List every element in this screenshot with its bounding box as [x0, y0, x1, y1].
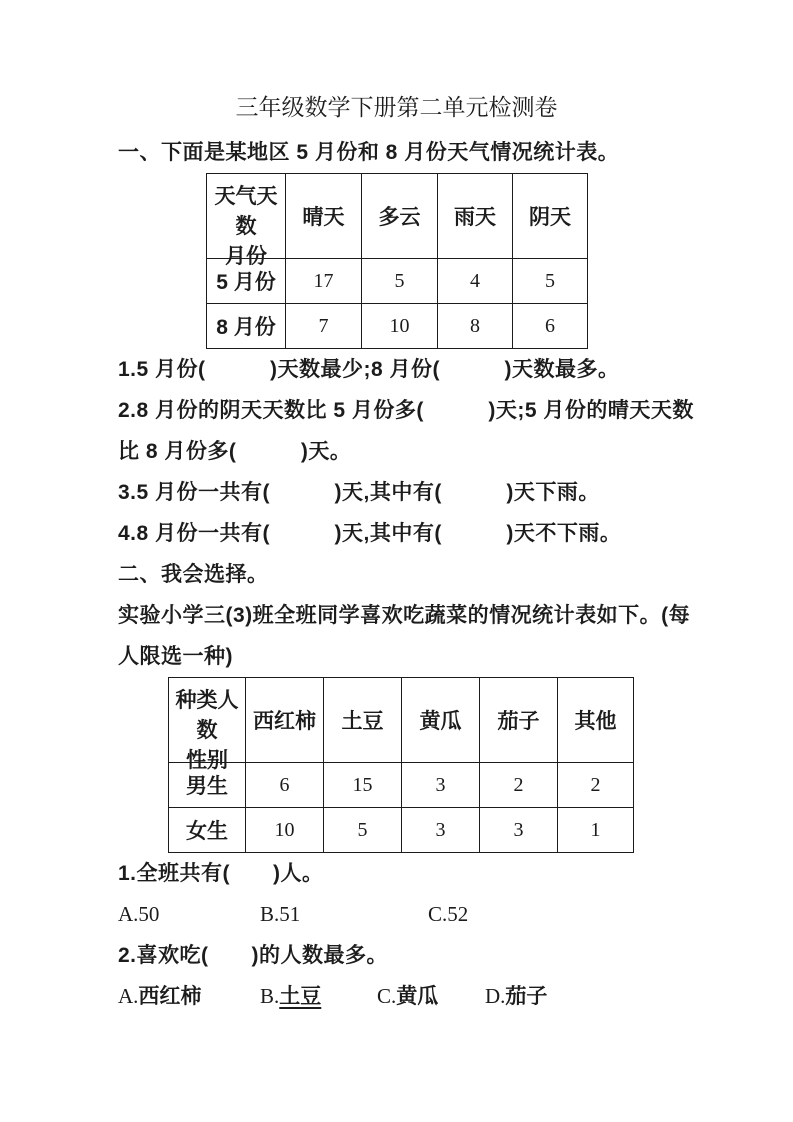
option-value: 茄子	[505, 985, 548, 1008]
option-value: 52	[447, 902, 469, 926]
option-value: 土豆	[279, 985, 322, 1008]
choice-question-1: 1.全班共有( )人。	[118, 862, 324, 885]
table-cell: 6	[246, 763, 324, 808]
corner-bottom-label: 性别	[186, 749, 228, 772]
choice-question-2: 2.喜欢吃( )的人数最多。	[118, 944, 388, 967]
table-cell: 2	[480, 763, 558, 808]
column-header-eggplant: 茄子	[480, 678, 558, 763]
row-label-august: 8 月份	[207, 304, 286, 349]
weather-table	[206, 173, 588, 349]
choice-question-2-options	[118, 976, 694, 1017]
corner-top-label: 天气天数	[214, 185, 278, 238]
question-1: 1.5 月份( )天数最少;8 月份( )天数最多。	[118, 358, 620, 381]
weather-table-corner-cell	[207, 174, 286, 268]
vegetable-table-header-row	[169, 678, 634, 763]
section-two-intro: 实验小学三(3)班全班同学喜欢吃蔬菜的情况统计表如下。(每人限选一种)	[118, 604, 691, 668]
row-label-may: 5 月份	[207, 259, 286, 304]
option-value: 黄瓜	[396, 985, 439, 1008]
option-letter: C.	[428, 902, 448, 926]
page-title: 三年级数学下册第二单元检测卷	[235, 95, 558, 120]
table-cell: 15	[324, 763, 402, 808]
option-value: 50	[138, 902, 160, 926]
table-cell: 3	[402, 808, 480, 853]
column-header-sunny: 晴天	[286, 174, 362, 259]
column-header-cloudy: 多云	[362, 174, 438, 259]
option-letter: B.	[260, 984, 280, 1008]
table-cell: 5	[513, 259, 588, 304]
row-label-boys: 男生	[169, 763, 246, 808]
choice-question-1-options	[118, 894, 694, 935]
option-b	[260, 976, 321, 1019]
option-c	[428, 894, 468, 937]
option-value: 西红柿	[138, 985, 202, 1008]
column-header-tomato: 西红柿	[246, 678, 324, 763]
table-cell: 7	[286, 304, 362, 349]
corner-split-header	[207, 174, 285, 268]
vegetable-table-corner-cell	[169, 678, 246, 772]
table-cell: 5	[362, 259, 438, 304]
vegetable-table	[168, 677, 634, 853]
table-row-august	[207, 304, 588, 349]
option-a	[118, 894, 159, 937]
option-letter: C.	[377, 984, 397, 1008]
table-cell: 2	[558, 763, 634, 808]
option-letter: A.	[118, 984, 139, 1008]
option-d	[485, 976, 547, 1019]
corner-split-header	[169, 678, 245, 772]
corner-bottom-label: 月份	[225, 245, 267, 268]
option-value: 51	[279, 902, 301, 926]
table-row-girls	[169, 808, 634, 853]
row-label-girls: 女生	[169, 808, 246, 853]
weather-table-header-row	[207, 174, 588, 259]
option-a	[118, 976, 201, 1019]
option-letter: B.	[260, 902, 280, 926]
column-header-potato: 土豆	[324, 678, 402, 763]
question-2: 2.8 月份的阴天天数比 5 月份多( )天;5 月份的晴天天数比 8 月份多( )天。	[118, 399, 694, 463]
question-4: 4.8 月份一共有( )天,其中有( )天不下雨。	[118, 522, 622, 545]
question-3: 3.5 月份一共有( )天,其中有( )天下雨。	[118, 481, 600, 504]
page-content	[118, 132, 694, 1017]
table-cell: 3	[480, 808, 558, 853]
option-b	[260, 894, 300, 937]
corner-top-label: 种类人数	[175, 689, 239, 742]
table-cell: 17	[286, 259, 362, 304]
option-letter: A.	[118, 902, 139, 926]
option-letter: D.	[485, 984, 506, 1008]
column-header-cucumber: 黄瓜	[402, 678, 480, 763]
section-two-heading: 二、我会选择。	[118, 563, 269, 586]
table-cell: 3	[402, 763, 480, 808]
section-one-heading: 一、下面是某地区 5 月份和 8 月份天气情况统计表。	[118, 141, 620, 164]
column-header-overcast: 阴天	[513, 174, 588, 259]
table-cell: 10	[362, 304, 438, 349]
table-cell: 5	[324, 808, 402, 853]
table-cell: 8	[438, 304, 513, 349]
table-cell: 6	[513, 304, 588, 349]
table-cell: 1	[558, 808, 634, 853]
column-header-rainy: 雨天	[438, 174, 513, 259]
table-cell: 10	[246, 808, 324, 853]
column-header-other: 其他	[558, 678, 634, 763]
table-cell: 4	[438, 259, 513, 304]
option-c	[377, 976, 438, 1019]
table-row-may	[207, 259, 588, 304]
